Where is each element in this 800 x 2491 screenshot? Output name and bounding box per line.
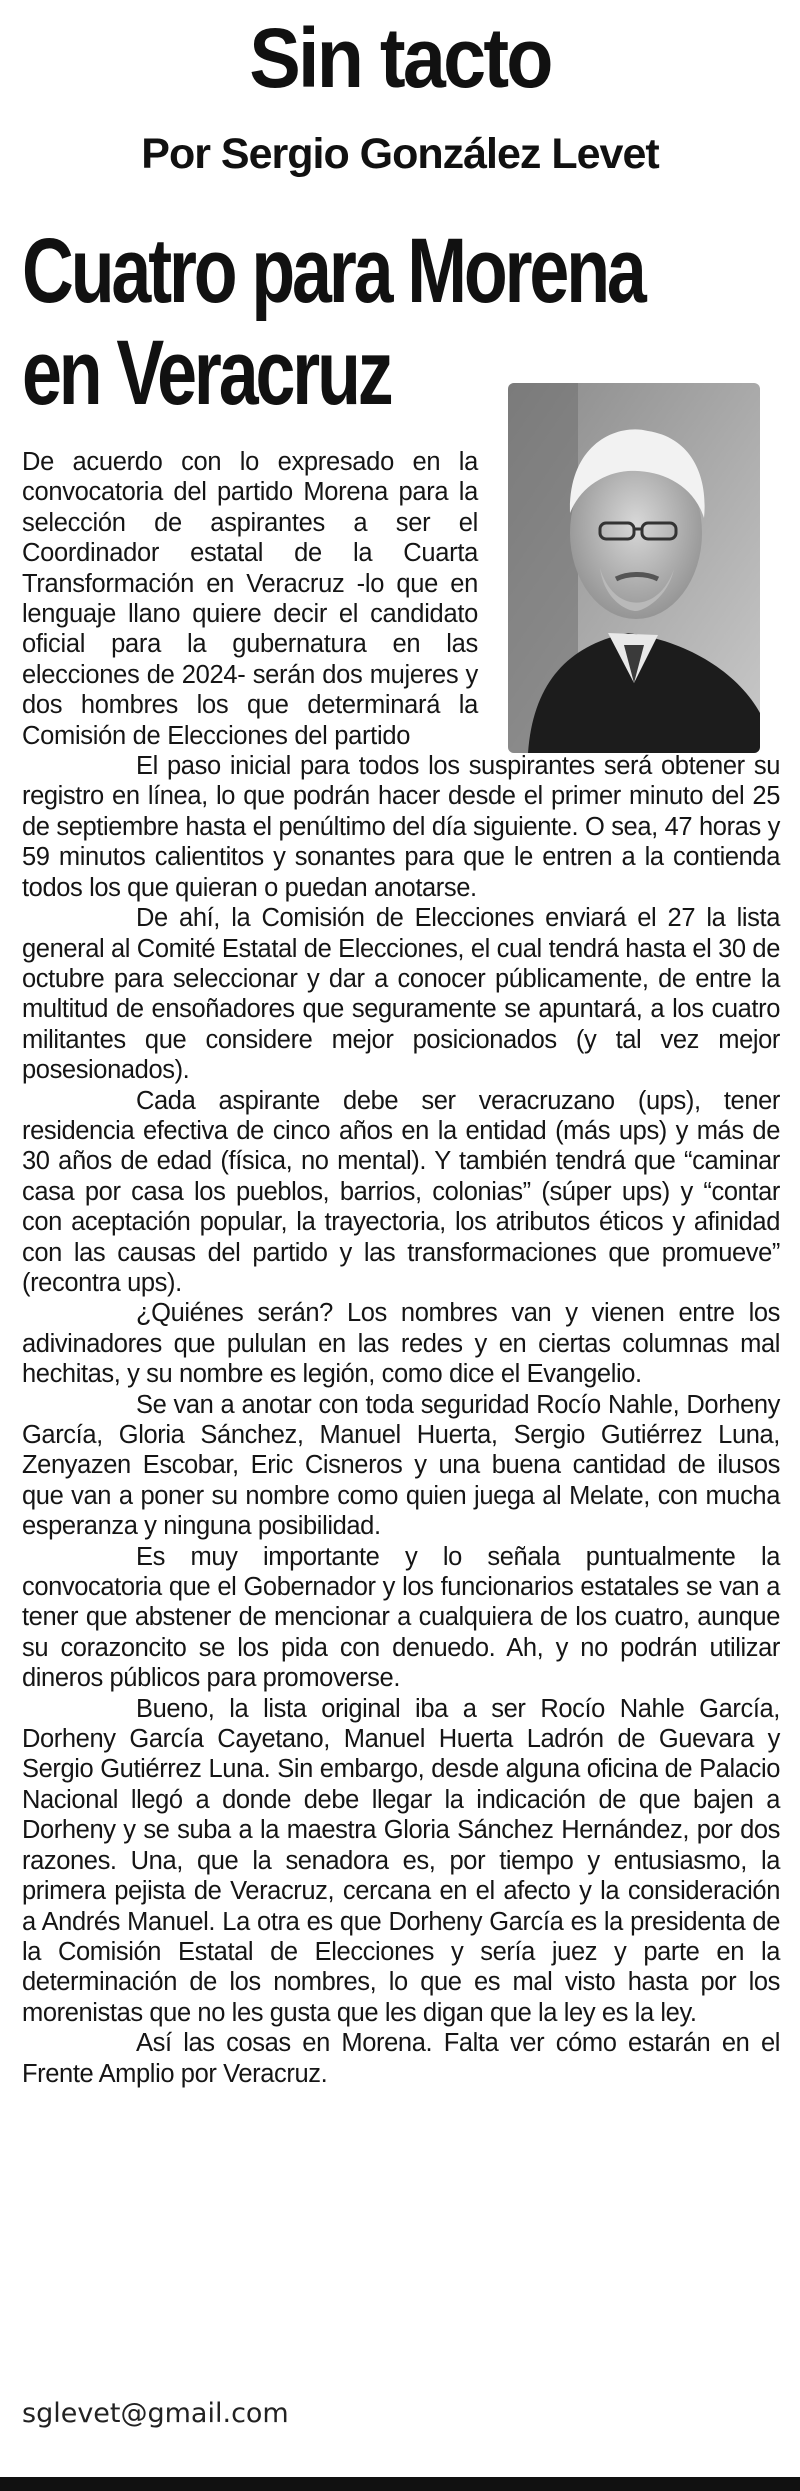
headline-line-2: en Veracruz xyxy=(22,322,391,424)
article-paragraph: Bueno, la lista original iba a ser Rocío Nahle García, Dorheny García Cayetano, Manuel Huerta Ladrón de Guevara y Sergio Gutiérrez Luna. Sin embargo, desde alguna oficina de Palacio Nacional llegó a donde debe llegar la indicación de que bajen a Dorheny y se suba a la maestra Gloria Sánchez Hernández, por dos razones. Una, que la senadora es, por tiempo y entusiasmo, la primera pejista de Veracruz, cercana en el afecto y la consideración a Andrés Manuel. La otra es que Dorheny García es la presidenta de la Comisión Estatal de Elecciones y sería juez y parte en la determinación de los nombres, lo que es mal visto hasta por los morenistas que no les gusta que les digan que la ley es la ley. xyxy=(22,1694,780,2027)
article-intro: De acuerdo con lo expresado en la convocatoria del partido Morena para la selección de aspirantes a ser el Coordinador estatal de la Cuarta Transformación en Veracruz -lo que en lenguaje llano quiere decir el candidato oficial para la gubernatura en las elecciones de 2024- serán dos mujeres y dos hombres los que determinará la Comisión de Elecciones del partido xyxy=(22,448,478,750)
article-paragraph: El paso inicial para todos los suspirantes será obtener su registro en línea, lo que podrán hacer desde el primer minuto del 25 de septiembre hasta el penúltimo del día siguiente. O sea, 47 horas y 59 minutos calientitos y sonantes para que le entren a la contienda todos los que quieran o puedan anotarse. xyxy=(22,752,780,902)
article-body xyxy=(22,447,780,2089)
article-paragraph: ¿Quiénes serán? Los nombres van y vienen entre los adivinadores que pululan en las redes y en ciertas columnas mal hechitas, y su nombre es legión, como dice el Evangelio. xyxy=(22,1299,780,1389)
article-paragraph: Así las cosas en Morena. Falta ver cómo estarán en el Frente Amplio por Veracruz. xyxy=(22,2029,780,2088)
article-paragraph: Se van a anotar con toda seguridad Rocío Nahle, Dorheny García, Gloria Sánchez, Manuel Huerta, Sergio Gutiérrez Luna, Zenyazen Escobar, Eric Cisneros y una buena cantidad de ilusos que van a poner su nombre como quien juega al Melate, con mucha esperanza y ninguna posibilidad. xyxy=(22,1390,780,1541)
byline: Por Sergio González Levet xyxy=(141,130,659,178)
headline xyxy=(22,220,644,424)
bottom-rule xyxy=(0,2477,800,2491)
article-paragraph: Es muy importante y lo señala puntualmente la convocatoria que el Gobernador y los funcionarios estatales se van a tener que abstener de mencionar a cualquiera de los cuatro, aunque su corazoncito se los pida con denuedo. Ah, y no podrán utilizar dineros públicos para promoverse. xyxy=(22,1542,780,1693)
headline-line-1: Cuatro para Morena xyxy=(22,220,644,322)
column-name: Sin tacto xyxy=(249,11,551,105)
article-paragraph: Cada aspirante debe ser veracruzano (ups), tener residencia efectiva de cinco años en la entidad (más ups) y más de 30 años de edad (física, no mental). Y también tendrá que “caminar casa por casa los pueblos, barrios, colonias” (súper ups) y “contar con aceptación popular, la trayectoria, los atributos éticos y afinidad con las causas del partido y las transformaciones que promueve” (recontra ups). xyxy=(22,1086,780,1297)
author-email[interactable]: sglevet@gmail.com xyxy=(22,2398,289,2429)
article-paragraph: De ahí, la Comisión de Elecciones enviará el 27 la lista general al Comité Estatal de Elecciones, el cual tendrá hasta el 30 de octubre para seleccionar y dar a conocer públicamente, de entre la multitud de ensoñadores que seguramente se apuntará, a los cuatro militantes que considere mejor posicionados (y tal vez mejor posesionados). xyxy=(22,904,780,1085)
